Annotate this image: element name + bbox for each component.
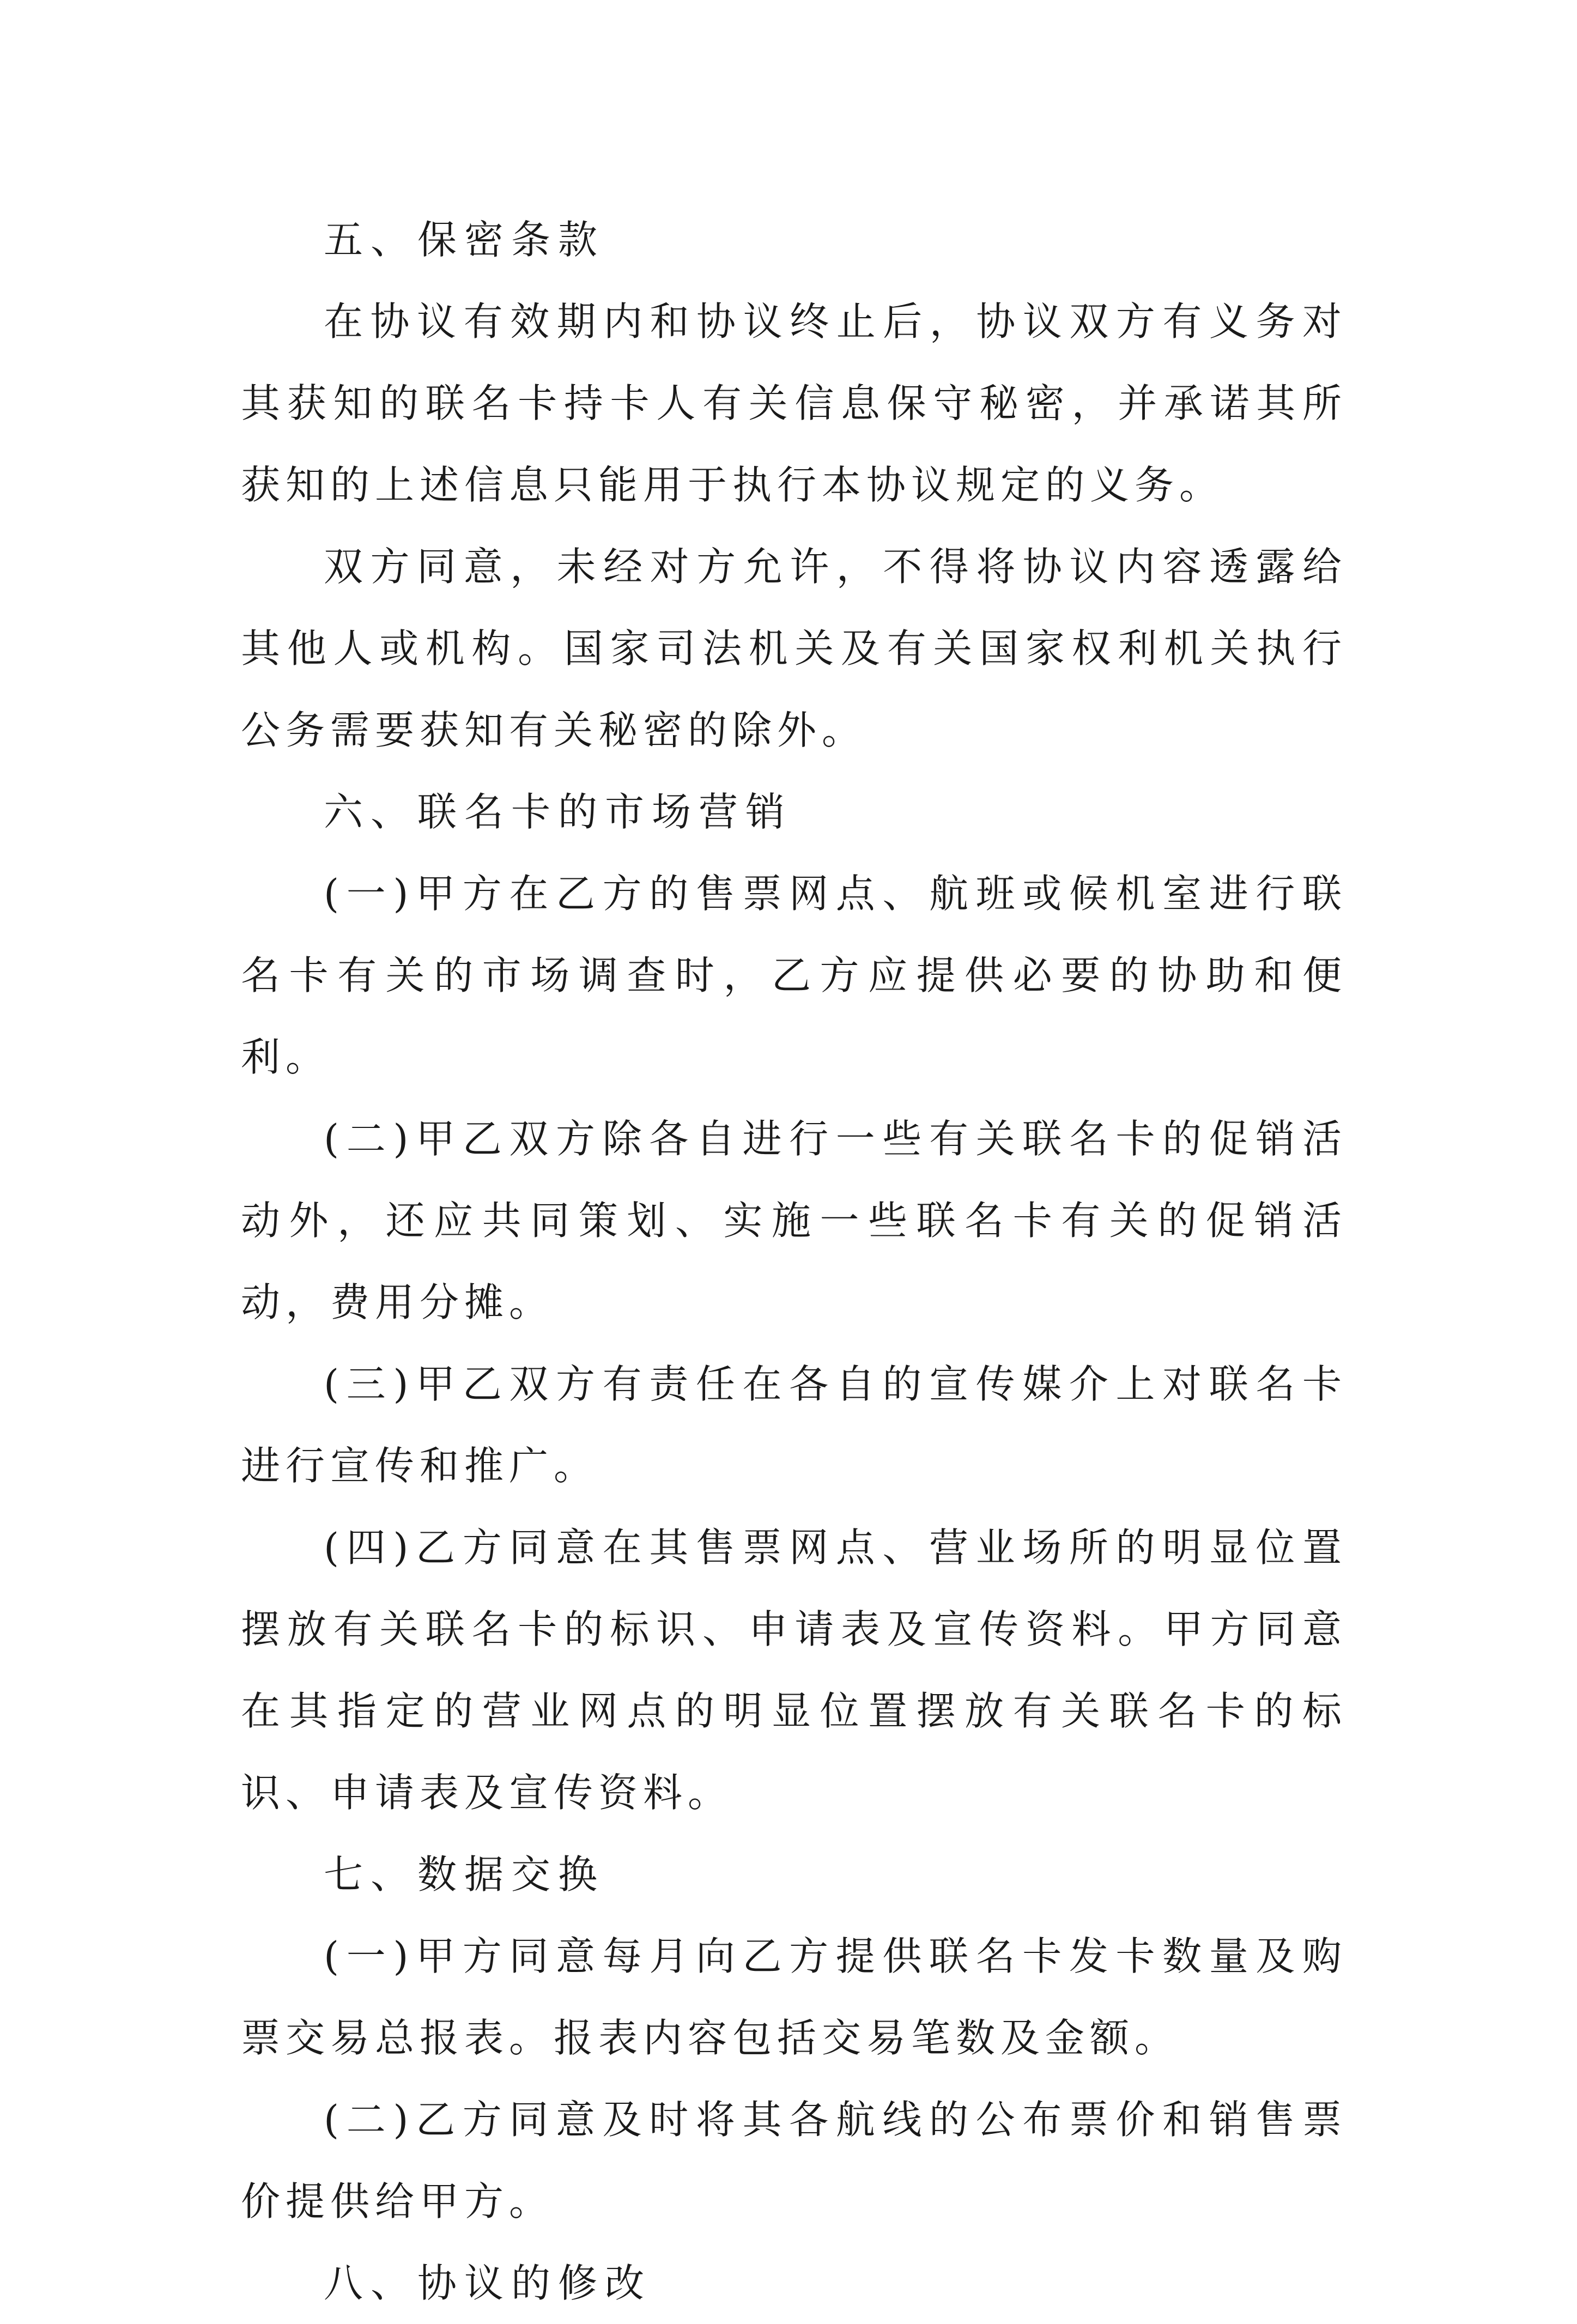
paragraph-marketing-1: (一)甲方在乙方的售票网点、航班或候机室进行联名卡有关的市场调查时，乙方应提供必要的协助和便利。 <box>241 871 1347 1080</box>
paragraph-confidentiality-disclosure: 双方同意，未经对方允许，不得将协议内容透露给其他人或机构。国家司法机关及有关国家权利机关执行公务需要获知有关秘密的除外。 <box>241 544 1347 753</box>
section-heading-data-exchange: 七、数据交换 <box>324 1852 605 1897</box>
paragraph-marketing-3: (三)甲乙双方有责任在各自的宣传媒介上对联名卡进行宣传和推广。 <box>241 1361 1347 1489</box>
section-heading-amendment: 八、协议的修改 <box>324 2260 652 2306</box>
document-body <box>241 199 1347 2324</box>
paragraph-data-exchange-1: (一)甲方同意每月向乙方提供联名卡发卡数量及购票交易总报表。报表内容包括交易笔数及金额。 <box>241 1933 1347 2061</box>
section-heading-confidentiality: 五、保密条款 <box>324 217 605 263</box>
paragraph-confidentiality-obligation: 在协议有效期内和协议终止后，协议双方有义务对其获知的联名卡持卡人有关信息保守秘密，并承诺其所获知的上述信息只能用于执行本协议规定的义务。 <box>241 299 1347 508</box>
section-heading-marketing: 六、联名卡的市场营销 <box>324 789 793 835</box>
paragraph-marketing-4: (四)乙方同意在其售票网点、营业场所的明显位置摆放有关联名卡的标识、申请表及宣传资料。甲方同意在其指定的营业网点的明显位置摆放有关联名卡的标识、申请表及宣传资料。 <box>241 1525 1347 1816</box>
paragraph-marketing-2: (二)甲乙双方除各自进行一些有关联名卡的促销活动外，还应共同策划、实施一些联名卡有关的促销活动，费用分摊。 <box>241 1116 1347 1325</box>
paragraph-data-exchange-2: (二)乙方同意及时将其各航线的公布票价和销售票价提供给甲方。 <box>241 2097 1347 2224</box>
